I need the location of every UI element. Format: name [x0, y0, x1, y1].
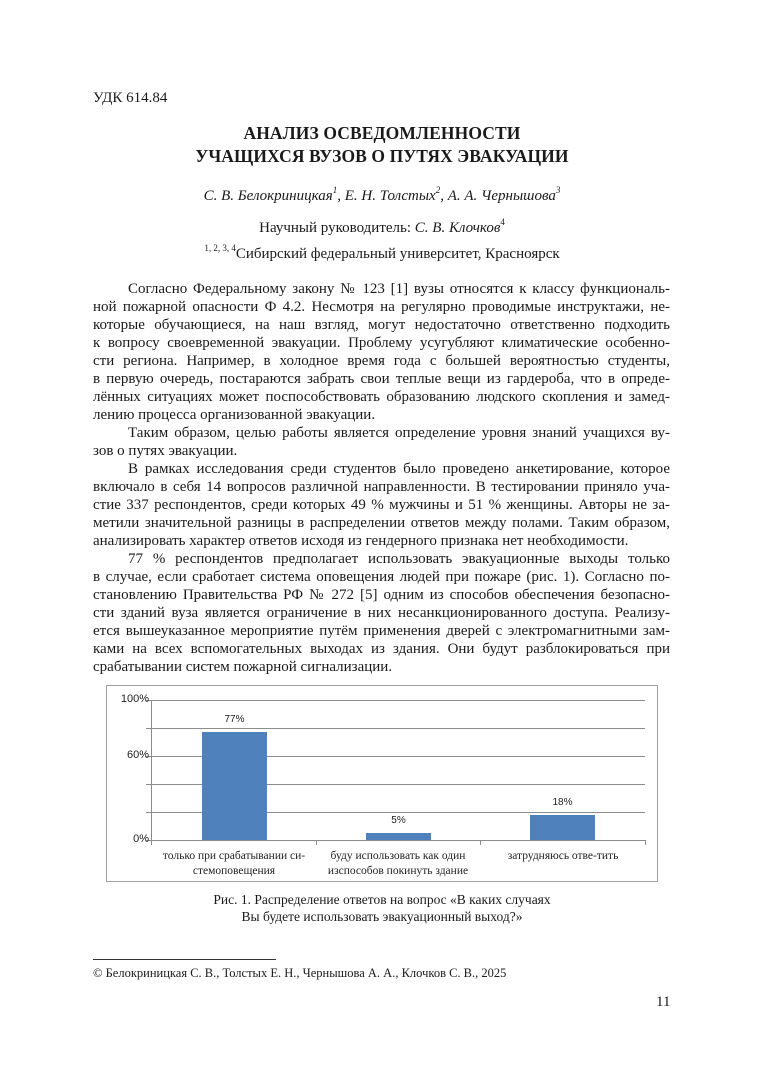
footnote-rule	[93, 959, 276, 960]
paper-title-line-1: АНАЛИЗ ОСВЕДОМЛЕННОСТИ	[243, 123, 521, 143]
body-line: Согласно Федеральному закону № 123 [1] вузы относятся к классу функциональ-	[128, 281, 670, 297]
x-category-3: затрудняюсь отве-тить	[507, 850, 619, 862]
body-line: анализировать характер ответов исходя из гендерного признака нет необходимости.	[93, 533, 629, 549]
supervisor-line	[0, 217, 764, 237]
author-3: А. А. Чернышова	[447, 188, 556, 204]
gridline-80	[151, 728, 645, 729]
author-3-affil: 3	[555, 185, 561, 195]
data-label-2: 5%	[391, 815, 406, 826]
y-label-100: 100%	[120, 693, 149, 705]
gridline-100	[151, 700, 645, 701]
body-line: ками на всех вспомогательных выходах из здания. Они будут разблокироваться при	[93, 641, 670, 657]
separator: ,	[440, 188, 448, 204]
x-tick	[316, 840, 317, 845]
bar-hard-to-answer	[530, 815, 595, 840]
y-tick	[146, 728, 151, 729]
body-line: становлению Правительства РФ № 272 [5] одним из способов обеспечения безопасно-	[93, 587, 670, 603]
paper-title-line-2: УЧАЩИХСЯ ВУЗОВ О ПУТЯХ ЭВАКУАЦИИ	[195, 146, 569, 166]
supervisor-label: Научный руководитель:	[259, 220, 415, 236]
body-line: срабатывании систем пожарной сигнализации.	[93, 659, 393, 675]
udk-code: УДК 614.84	[93, 90, 168, 106]
body-line: лённых ситуациях может поспособствовать образованию людского скопления и замед-	[93, 389, 670, 405]
supervisor-affil: 4	[500, 217, 505, 227]
copyright-footnote: © Белокриницкая С. В., Толстых Е. Н., Чернышова А. А., Клочков С. В., 2025	[93, 966, 507, 980]
author-1: С. В. Белокриницкая	[203, 188, 333, 204]
x-tick	[151, 840, 152, 845]
x-category-1: только при срабатывании си-стемоповещения	[162, 850, 306, 877]
x-tick	[645, 840, 646, 845]
body-line: в первую очередь, постараются забрать свои теплые вещи из гардероба, что в опреде-	[93, 371, 670, 387]
body-line: которые обучающиеся, на наш взгляд, могут недостаточно ответственно подходить	[93, 317, 670, 333]
x-category-2: буду использовать как один изспособов покинуть здание	[327, 850, 469, 877]
figure-caption-line-1: Рис. 1. Распределение ответов на вопрос «В каких случаях	[213, 892, 551, 907]
affiliation-refs: 1, 2, 3, 4	[204, 243, 236, 253]
body-line: Таким образом, целью работы является определение уровня знаний учащихся ву-	[128, 425, 670, 441]
author-2-affil: 2	[435, 185, 441, 195]
authors-line	[0, 185, 764, 205]
body-line: ется вышеуказанное мероприятие путём применения дверей с электромагнитными зам-	[93, 623, 670, 639]
x-axis-line	[151, 840, 645, 841]
supervisor-name: С. В. Клочков	[414, 220, 501, 236]
y-tick	[146, 812, 151, 813]
affiliation-text: Сибирский федеральный университет, Красноярск	[235, 246, 560, 262]
author-2: Е. Н. Толстых	[344, 188, 436, 204]
x-tick	[480, 840, 481, 845]
author-1-affil: 1	[332, 185, 338, 195]
body-line: ной пожарной опасности Ф 4.2. Несмотря на регулярно проводимые инструктажи, не-	[93, 299, 670, 315]
body-line: лению процесса организованной эвакуации.	[93, 407, 376, 423]
page-number: 11	[656, 994, 671, 1010]
body-line: зов о путях эвакуации.	[93, 443, 238, 459]
body-line: в случае, если сработает система оповещения людей при пожаре (рис. 1). Согласно по-	[93, 569, 670, 585]
body-line: сти региона. Например, в холодное время года с большей вероятностью студенты,	[93, 353, 670, 369]
data-label-1: 77%	[224, 714, 245, 725]
y-tick	[146, 784, 151, 785]
y-label-0: 0%	[133, 833, 149, 845]
body-line: включало в себя 14 вопросов различной направленности. В тестировании приняло уча-	[93, 479, 670, 495]
y-label-60: 60%	[126, 749, 149, 761]
figure-caption-line-2: Вы будете использовать эвакуационный выход?»	[241, 909, 523, 924]
body-line: метили значительной разницы в распределении ответов между полами. Таким образом,	[93, 515, 670, 531]
body-line: к вопросу своевременной эвакуации. Проблему усугубляют климатические особенно-	[93, 335, 670, 351]
bar-as-one-of-ways	[366, 833, 431, 840]
affiliation-line	[0, 243, 764, 263]
y-axis-line	[151, 700, 152, 840]
data-label-3: 18%	[552, 797, 573, 808]
bar-only-on-alarm	[202, 732, 267, 840]
body-line: стие 337 респондентов, среди которых 49 % мужчины и 51 % женщины. Авторы не за-	[93, 497, 670, 513]
body-line: В рамках исследования среди студентов было проведено анкетирование, которое	[128, 461, 670, 477]
body-line: 77 % респондентов предполагает использовать эвакуационные выходы только	[128, 551, 670, 567]
separator: ,	[337, 188, 345, 204]
body-line: сти зданий вуза является ограничение в них несанкционированного доступа. Реализу-	[93, 605, 670, 621]
